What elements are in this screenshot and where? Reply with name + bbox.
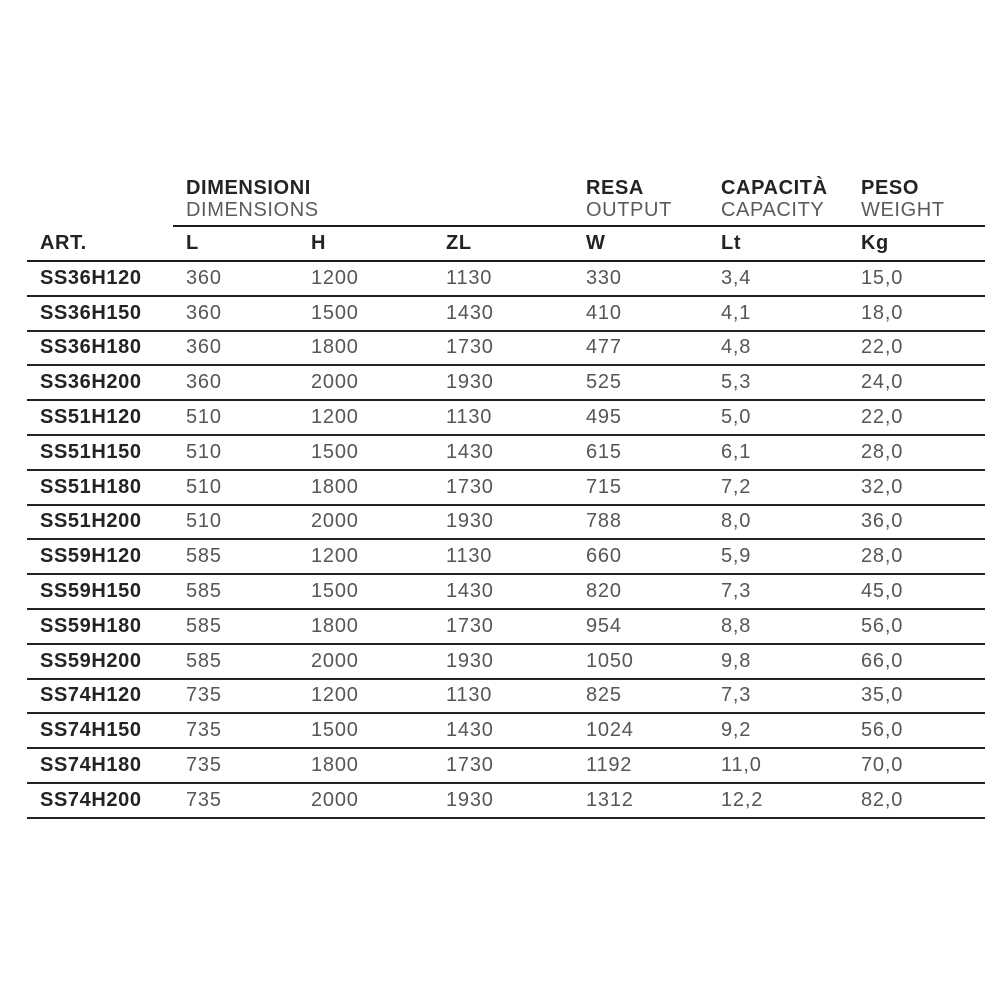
cell-lt: 5,3 <box>708 365 848 400</box>
cell-w: 954 <box>573 609 708 644</box>
cell-h: 1200 <box>298 679 433 714</box>
cell-w: 788 <box>573 505 708 540</box>
cell-art: SS36H150 <box>27 296 173 331</box>
cell-h: 1800 <box>298 748 433 783</box>
group-header-capacity <box>708 176 848 226</box>
table-row <box>27 400 985 435</box>
cell-zl: 1730 <box>433 470 573 505</box>
cell-w: 660 <box>573 539 708 574</box>
cell-l: 735 <box>173 783 298 818</box>
cell-kg: 32,0 <box>848 470 985 505</box>
cell-h: 1800 <box>298 470 433 505</box>
table-row <box>27 331 985 366</box>
group-label-primary: CAPACITÀ <box>721 177 828 199</box>
cell-l: 585 <box>173 574 298 609</box>
cell-l: 735 <box>173 713 298 748</box>
table-row <box>27 296 985 331</box>
cell-w: 615 <box>573 435 708 470</box>
cell-lt: 7,3 <box>708 574 848 609</box>
group-header-dimensions <box>173 176 573 226</box>
cell-l: 510 <box>173 505 298 540</box>
cell-kg: 66,0 <box>848 644 985 679</box>
group-label-primary: RESA <box>586 177 644 199</box>
cell-lt: 4,8 <box>708 331 848 366</box>
cell-lt: 12,2 <box>708 783 848 818</box>
cell-zl: 1730 <box>433 331 573 366</box>
cell-lt: 5,9 <box>708 539 848 574</box>
cell-kg: 56,0 <box>848 713 985 748</box>
cell-h: 1800 <box>298 609 433 644</box>
cell-kg: 28,0 <box>848 435 985 470</box>
cell-art: SS51H120 <box>27 400 173 435</box>
column-header-art: ART. <box>27 226 173 261</box>
cell-h: 2000 <box>298 644 433 679</box>
group-header-weight <box>848 176 985 226</box>
group-header-spacer <box>27 176 173 226</box>
group-label-secondary: OUTPUT <box>586 199 672 221</box>
cell-w: 330 <box>573 261 708 296</box>
cell-lt: 8,0 <box>708 505 848 540</box>
cell-art: SS74H120 <box>27 679 173 714</box>
cell-kg: 35,0 <box>848 679 985 714</box>
group-label-primary: DIMENSIONI <box>186 177 311 199</box>
cell-art: SS59H120 <box>27 539 173 574</box>
cell-w: 1024 <box>573 713 708 748</box>
cell-lt: 9,8 <box>708 644 848 679</box>
cell-art: SS74H180 <box>27 748 173 783</box>
group-header-row <box>27 176 985 226</box>
cell-l: 585 <box>173 539 298 574</box>
cell-l: 510 <box>173 435 298 470</box>
cell-kg: 22,0 <box>848 400 985 435</box>
cell-art: SS36H120 <box>27 261 173 296</box>
cell-h: 1200 <box>298 539 433 574</box>
cell-art: SS59H150 <box>27 574 173 609</box>
cell-art: SS36H180 <box>27 331 173 366</box>
group-header-output <box>573 176 708 226</box>
table-row <box>27 783 985 818</box>
cell-zl: 1430 <box>433 435 573 470</box>
cell-l: 360 <box>173 296 298 331</box>
cell-w: 525 <box>573 365 708 400</box>
cell-l: 360 <box>173 331 298 366</box>
cell-w: 1192 <box>573 748 708 783</box>
table-row <box>27 713 985 748</box>
group-label-secondary: WEIGHT <box>861 199 945 221</box>
cell-lt: 9,2 <box>708 713 848 748</box>
cell-l: 360 <box>173 365 298 400</box>
cell-w: 477 <box>573 331 708 366</box>
cell-zl: 1130 <box>433 400 573 435</box>
group-label-secondary: CAPACITY <box>721 199 825 221</box>
table-row <box>27 435 985 470</box>
cell-l: 360 <box>173 261 298 296</box>
table-row <box>27 574 985 609</box>
cell-art: SS74H200 <box>27 783 173 818</box>
table-body <box>27 261 985 818</box>
cell-zl: 1430 <box>433 713 573 748</box>
cell-zl: 1130 <box>433 679 573 714</box>
cell-zl: 1130 <box>433 539 573 574</box>
cell-art: SS59H180 <box>27 609 173 644</box>
spec-table <box>27 176 985 819</box>
cell-w: 715 <box>573 470 708 505</box>
cell-zl: 1930 <box>433 783 573 818</box>
cell-art: SS51H150 <box>27 435 173 470</box>
table-row <box>27 609 985 644</box>
cell-kg: 18,0 <box>848 296 985 331</box>
cell-kg: 36,0 <box>848 505 985 540</box>
column-header-kg: Kg <box>848 226 985 261</box>
table-row <box>27 679 985 714</box>
column-header-l: L <box>173 226 298 261</box>
column-header-row <box>27 226 985 261</box>
cell-w: 1050 <box>573 644 708 679</box>
cell-h: 1500 <box>298 296 433 331</box>
cell-lt: 5,0 <box>708 400 848 435</box>
cell-art: SS36H200 <box>27 365 173 400</box>
cell-h: 1200 <box>298 261 433 296</box>
cell-zl: 1930 <box>433 505 573 540</box>
cell-kg: 24,0 <box>848 365 985 400</box>
cell-kg: 28,0 <box>848 539 985 574</box>
cell-h: 1500 <box>298 435 433 470</box>
cell-w: 1312 <box>573 783 708 818</box>
cell-zl: 1930 <box>433 644 573 679</box>
cell-lt: 8,8 <box>708 609 848 644</box>
column-header-lt: Lt <box>708 226 848 261</box>
cell-art: SS59H200 <box>27 644 173 679</box>
column-header-zl: ZL <box>433 226 573 261</box>
cell-h: 2000 <box>298 783 433 818</box>
cell-art: SS74H150 <box>27 713 173 748</box>
cell-lt: 11,0 <box>708 748 848 783</box>
cell-h: 2000 <box>298 505 433 540</box>
cell-zl: 1430 <box>433 296 573 331</box>
table-row <box>27 748 985 783</box>
cell-l: 585 <box>173 609 298 644</box>
cell-lt: 7,2 <box>708 470 848 505</box>
column-header-w: W <box>573 226 708 261</box>
cell-w: 820 <box>573 574 708 609</box>
cell-zl: 1930 <box>433 365 573 400</box>
spec-table-container <box>27 176 985 819</box>
cell-l: 735 <box>173 748 298 783</box>
cell-l: 735 <box>173 679 298 714</box>
cell-h: 1500 <box>298 713 433 748</box>
cell-w: 495 <box>573 400 708 435</box>
table-row <box>27 261 985 296</box>
cell-h: 1800 <box>298 331 433 366</box>
cell-art: SS51H200 <box>27 505 173 540</box>
table-row <box>27 539 985 574</box>
cell-l: 510 <box>173 400 298 435</box>
table-row <box>27 644 985 679</box>
cell-lt: 3,4 <box>708 261 848 296</box>
group-label-secondary: DIMENSIONS <box>186 199 319 221</box>
cell-h: 2000 <box>298 365 433 400</box>
cell-w: 825 <box>573 679 708 714</box>
table-row <box>27 470 985 505</box>
cell-zl: 1730 <box>433 748 573 783</box>
cell-l: 585 <box>173 644 298 679</box>
cell-kg: 70,0 <box>848 748 985 783</box>
column-header-h: H <box>298 226 433 261</box>
cell-kg: 22,0 <box>848 331 985 366</box>
table-row <box>27 505 985 540</box>
group-label-primary: PESO <box>861 177 919 199</box>
cell-art: SS51H180 <box>27 470 173 505</box>
cell-lt: 6,1 <box>708 435 848 470</box>
cell-w: 410 <box>573 296 708 331</box>
cell-lt: 7,3 <box>708 679 848 714</box>
cell-h: 1500 <box>298 574 433 609</box>
cell-zl: 1730 <box>433 609 573 644</box>
cell-zl: 1130 <box>433 261 573 296</box>
cell-lt: 4,1 <box>708 296 848 331</box>
cell-kg: 45,0 <box>848 574 985 609</box>
cell-kg: 15,0 <box>848 261 985 296</box>
table-row <box>27 365 985 400</box>
cell-kg: 56,0 <box>848 609 985 644</box>
cell-h: 1200 <box>298 400 433 435</box>
cell-zl: 1430 <box>433 574 573 609</box>
cell-l: 510 <box>173 470 298 505</box>
cell-kg: 82,0 <box>848 783 985 818</box>
